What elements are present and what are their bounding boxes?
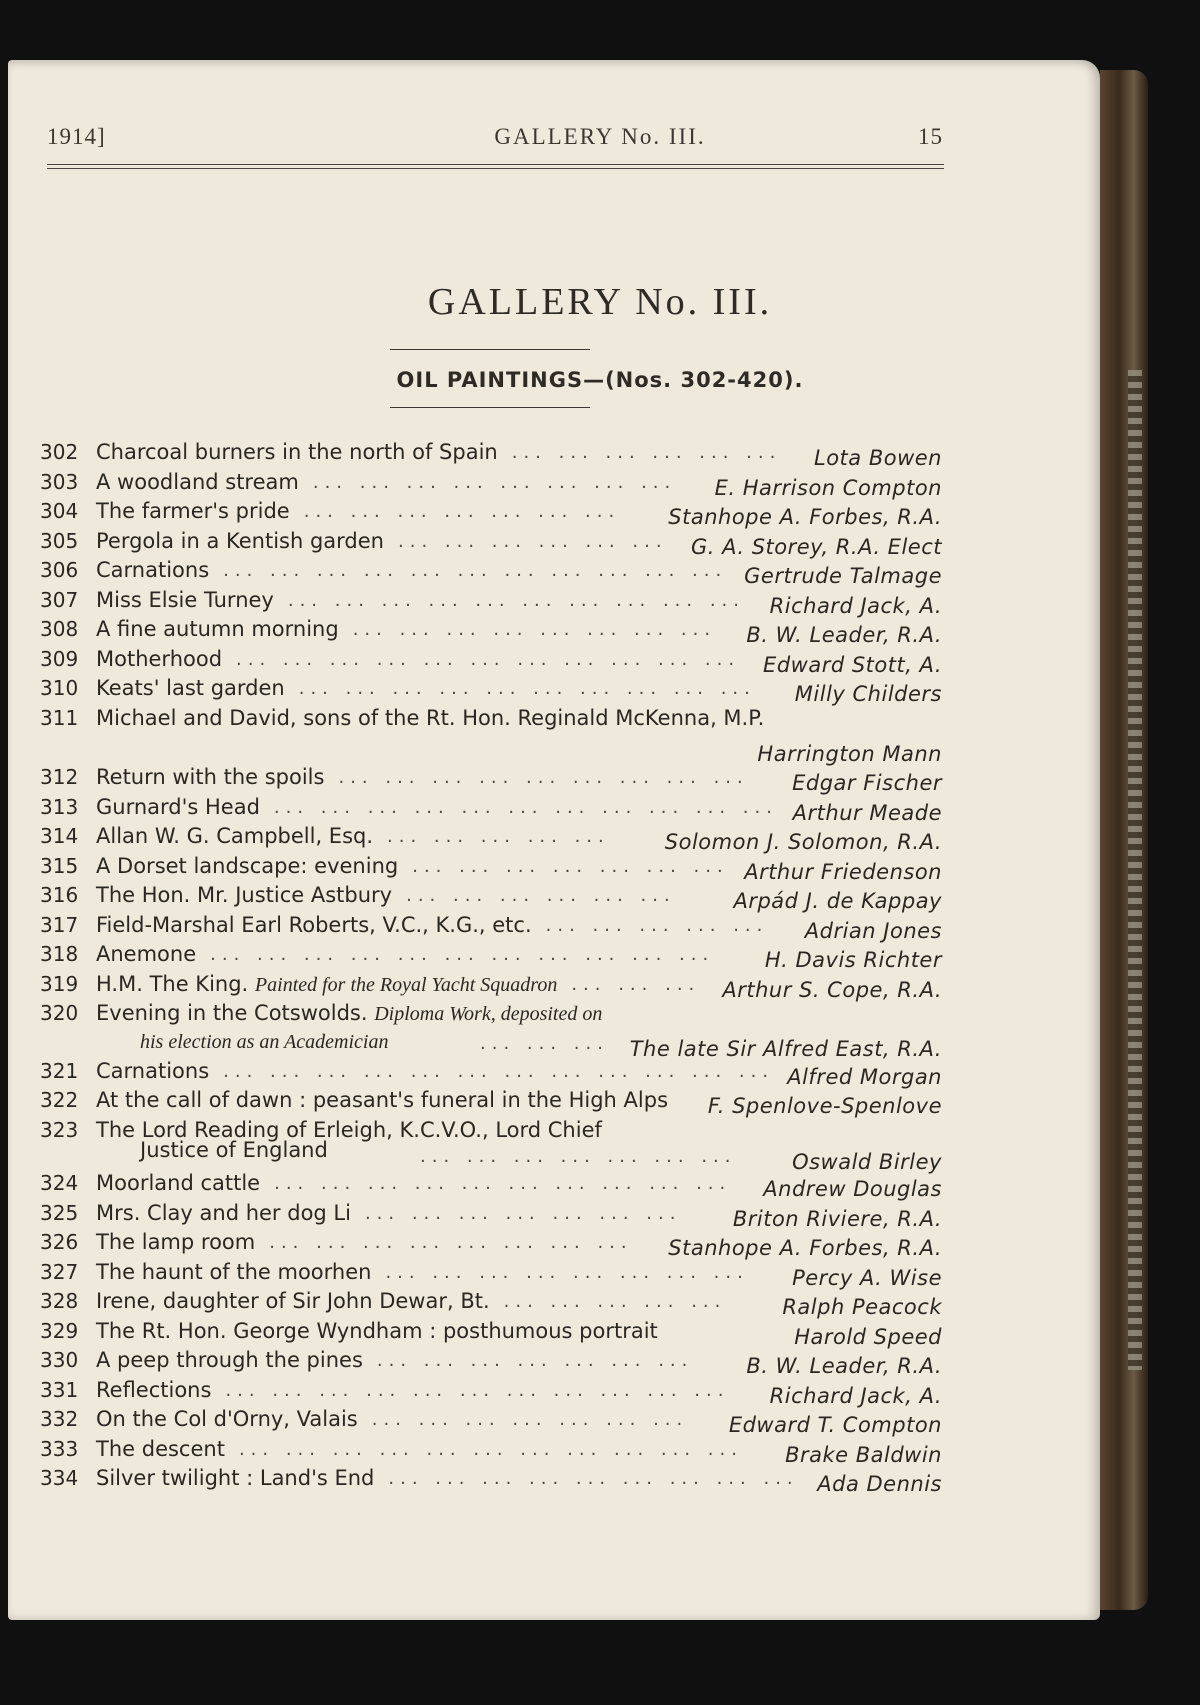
painting-title: Field-Marshal Earl Roberts, V.C., K.G., etc. <box>96 912 532 937</box>
artist-name: E. Harrison Compton <box>714 475 942 500</box>
artist-name: Stanhope A. Forbes, R.A. <box>668 505 942 529</box>
painting-note: Diploma Work, deposited on <box>374 1003 603 1025</box>
artist-name: Milly Childers <box>794 682 942 706</box>
catalogue-number: 312 <box>40 765 79 789</box>
painting-title: Gurnard's Head <box>96 794 260 819</box>
leader-dots: ... ... ... ... ... ... ... ... ... <box>388 1468 799 1489</box>
artist-name: Edward Stott, A. <box>763 652 942 677</box>
painting-title: Return with the spoils <box>96 765 325 789</box>
artist-name: Ada Dennis <box>817 1472 942 1496</box>
list-item <box>0 854 1200 884</box>
painting-title: Keats' last garden <box>96 676 285 700</box>
catalogue-number: 310 <box>40 676 79 700</box>
painting-title: Reflections <box>96 1377 212 1402</box>
list-item <box>0 913 1200 943</box>
page-number: 15 <box>918 124 943 149</box>
list-item <box>0 499 1200 529</box>
artist-name: Stanhope A. Forbes, R.A. <box>668 1236 942 1260</box>
artist-name: B. W. Leader, R.A. <box>746 623 942 647</box>
artist-name: Brake Baldwin <box>785 1442 942 1467</box>
leader-dots: ... ... ... ... ... <box>503 1291 727 1312</box>
list-item <box>0 647 1200 677</box>
artist-name: Richard Jack, A. <box>769 593 942 618</box>
leader-dots: ... ... ... ... ... ... ... <box>420 1145 737 1167</box>
list-item <box>0 765 1200 795</box>
leader-dots: ... ... ... ... ... ... ... ... ... ... ... <box>273 796 778 818</box>
catalogue-number: 329 <box>40 1318 79 1343</box>
leader-dots: ... ... ... ... ... ... ... ... ... <box>338 767 749 788</box>
list-item <box>0 1001 1200 1061</box>
catalogue-number: 325 <box>40 1200 79 1225</box>
list-item <box>0 676 1200 706</box>
painting-title: Mrs. Clay and her dog Li <box>96 1200 351 1225</box>
list-item <box>0 1117 1200 1174</box>
artist-name: Arthur Meade <box>792 800 942 825</box>
list-item <box>0 972 1200 1002</box>
catalogue-number: 319 <box>40 971 79 996</box>
artist-name: Ralph Peacock <box>782 1295 942 1319</box>
painting-title: A fine autumn morning <box>96 617 339 641</box>
leader-dots: ... ... ... ... ... <box>545 914 769 936</box>
artist-name: Solomon J. Solomon, R.A. <box>664 830 942 854</box>
running-head <box>0 124 1200 154</box>
leader-dots: ... ... ... <box>480 1033 609 1054</box>
catalogue-number: 306 <box>40 558 79 582</box>
list-item <box>0 883 1200 913</box>
catalogue-number: 332 <box>40 1407 79 1431</box>
leader-dots: ... ... ... ... ... ... ... ... <box>385 1261 749 1283</box>
artist-name: Briton Riviere, R.A. <box>732 1206 942 1231</box>
list-item <box>0 824 1200 854</box>
artist-name: H. Davis Richter <box>764 948 942 972</box>
painting-title: The lamp room <box>96 1230 256 1254</box>
leader-dots: ... ... ... ... ... ... ... <box>376 1350 694 1371</box>
painting-title: Michael and David, sons of the Rt. Hon. Reginald McKenna, M.P. <box>96 705 765 730</box>
painting-title: Moorland cattle <box>96 1171 261 1195</box>
painting-title: The Hon. Mr. Justice Astbury <box>96 883 393 907</box>
artist-name: Harrington Mann <box>757 741 942 766</box>
leader-dots: ... ... ... ... ... ... ... ... ... ... <box>287 589 746 611</box>
page-title: GALLERY No. III. <box>427 281 773 323</box>
leader-dots: ... ... ... ... ... ... ... ... ... ... ... <box>223 560 728 581</box>
catalogue-number: 326 <box>40 1230 79 1254</box>
catalogue-number: 331 <box>40 1377 79 1402</box>
painting-title: Motherhood <box>96 646 223 671</box>
list-item <box>0 1289 1200 1319</box>
artist-name: Gertrude Talmage <box>744 564 942 588</box>
catalogue-number: 327 <box>40 1259 79 1284</box>
list-item <box>0 470 1200 500</box>
artist-name: Harold Speed <box>794 1324 942 1349</box>
catalogue-number: 305 <box>40 528 79 553</box>
list-item <box>0 617 1200 647</box>
catalogue-number: 307 <box>40 587 79 612</box>
list-item <box>0 1319 1200 1349</box>
header-rule <box>47 164 944 169</box>
subtitle-rule <box>390 407 590 408</box>
list-item <box>0 558 1200 588</box>
artist-name: F. Spenlove-Spenlove <box>707 1094 942 1118</box>
painting-title: Carnations <box>96 1058 210 1083</box>
list-item <box>0 1407 1200 1437</box>
painting-title: Carnations <box>96 558 210 582</box>
catalogue-number: 313 <box>40 794 79 819</box>
list-item <box>0 529 1200 559</box>
catalogue-number: 309 <box>40 646 79 671</box>
artist-name: Oswald Birley <box>792 1149 942 1174</box>
painting-title: At the call of dawn : peasant's funeral in the High Alps <box>96 1088 669 1112</box>
list-item <box>0 1059 1200 1089</box>
painting-title: A peep through the pines <box>96 1348 363 1372</box>
leader-dots: ... ... ... ... ... ... ... ... ... ... ... ... <box>223 1060 775 1082</box>
painting-title: Anemone <box>96 942 197 966</box>
leader-dots: ... ... ... ... ... ... ... <box>412 855 729 877</box>
painting-title: Silver twilight : Land's End <box>96 1466 375 1490</box>
running-head-year: 1914] <box>47 124 106 149</box>
artist-name: Arpád J. de Kappay <box>733 889 942 913</box>
catalogue-number: 316 <box>40 883 79 907</box>
leader-dots: ... ... ... ... ... ... ... <box>364 1202 682 1224</box>
catalogue-number: 311 <box>40 705 79 730</box>
list-item <box>0 588 1200 618</box>
leader-dots: ... ... ... ... ... ... <box>406 885 676 906</box>
catalogue-number: 334 <box>40 1466 79 1490</box>
artist-name: Edgar Fischer <box>792 771 942 795</box>
catalogue-number: 320 <box>40 1001 79 1025</box>
catalogue-number: 302 <box>40 440 79 464</box>
catalogue-number: 324 <box>40 1171 79 1195</box>
list-item <box>0 705 1200 766</box>
painting-title: The descent <box>96 1436 225 1461</box>
leader-dots: ... ... ... ... ... ... <box>398 530 668 552</box>
leader-dots: ... ... ... ... ... ... ... ... ... ... ... <box>210 944 715 965</box>
list-item <box>0 1466 1200 1496</box>
list-item <box>0 942 1200 972</box>
catalogue-number: 308 <box>40 617 79 641</box>
catalogue-number: 321 <box>40 1058 79 1083</box>
catalogue-number: 303 <box>40 469 79 494</box>
catalogue-number: 314 <box>40 824 79 848</box>
leader-dots: ... ... ... ... ... ... ... <box>371 1409 689 1430</box>
catalogue-number: 304 <box>40 499 79 523</box>
painting-title: The farmer's pride <box>96 499 290 523</box>
artist-name: Adrian Jones <box>804 918 942 943</box>
leader-dots: ... ... ... ... ... ... ... ... ... ... <box>274 1173 732 1194</box>
artist-name: Lota Bowen <box>814 446 942 470</box>
list-item <box>0 795 1200 825</box>
leader-dots: ... ... ... ... ... ... ... ... <box>312 471 677 493</box>
painting-title: Charcoal burners in the north of Spain <box>96 440 498 464</box>
catalogue-number: 322 <box>40 1088 79 1112</box>
list-item <box>0 1348 1200 1378</box>
artist-name: The late Sir Alfred East, R.A. <box>629 1037 942 1061</box>
catalogue-number: 330 <box>40 1348 79 1372</box>
painting-title: On the Col d'Orny, Valais <box>96 1407 358 1431</box>
painting-title: Irene, daughter of Sir John Dewar, Bt. <box>96 1289 490 1313</box>
painting-title: Miss Elsie Turney <box>96 587 274 612</box>
list-item <box>0 1088 1200 1118</box>
leader-dots: ... ... ... ... ... ... ... ... ... ... ... <box>225 1379 730 1401</box>
leader-dots: ... ... ... ... ... ... <box>511 442 782 463</box>
painting-title: Evening in the Cotswolds. Diploma Work, deposited on <box>96 1001 603 1025</box>
catalogue-number: 318 <box>40 942 79 966</box>
leader-dots: ... ... ... ... ... ... ... ... <box>269 1232 633 1253</box>
painting-title: The Lord Reading of Erleigh, K.C.V.O., Lord Chief <box>96 1117 602 1142</box>
list-item <box>0 1171 1200 1201</box>
section-subtitle: OIL PAINTINGS—(Nos. 302-420). <box>396 368 804 392</box>
artist-name: B. W. Leader, R.A. <box>746 1354 942 1378</box>
artist-name: Arthur S. Cope, R.A. <box>722 977 942 1002</box>
catalogue-number: 317 <box>40 912 79 937</box>
artist-name: Percy A. Wise <box>792 1265 942 1290</box>
catalogue-number: 333 <box>40 1436 79 1461</box>
list-item <box>0 1201 1200 1231</box>
leader-dots: ... ... ... ... ... ... ... <box>303 501 621 522</box>
running-head-title: GALLERY No. III. <box>494 124 706 149</box>
painting-title-continued: Justice of England <box>140 1137 328 1162</box>
catalogue-number: 323 <box>40 1117 79 1142</box>
painting-title: A woodland stream <box>96 469 299 494</box>
artist-name: Alfred Morgan <box>787 1064 942 1089</box>
painting-note: Painted for the Royal Yacht Squadron <box>254 973 558 996</box>
list-item <box>0 1260 1200 1290</box>
painting-title: H.M. The King. Painted for the Royal Yacht Squadron <box>96 971 558 996</box>
painting-note-continued: his election as an Academician <box>140 1031 389 1053</box>
artist-name: Edward T. Compton <box>728 1413 942 1437</box>
painting-title: The haunt of the moorhen <box>96 1259 372 1284</box>
painting-title: A Dorset landscape: evening <box>96 853 399 878</box>
artist-name: G. A. Storey, R.A. Elect <box>690 534 942 559</box>
artist-name: Richard Jack, A. <box>769 1383 942 1408</box>
artist-name: Arthur Friedenson <box>744 859 942 884</box>
leader-dots: ... ... ... ... ... ... ... ... ... ... ... <box>238 1438 743 1460</box>
leader-dots: ... ... ... <box>571 973 701 995</box>
painting-title: Pergola in a Kentish garden <box>96 528 384 553</box>
leader-dots: ... ... ... ... ... <box>387 826 610 847</box>
catalogue-number: 328 <box>40 1289 79 1313</box>
list-item <box>0 1437 1200 1467</box>
leader-dots: ... ... ... ... ... ... ... ... ... ... <box>298 678 756 699</box>
painting-title: The Rt. Hon. George Wyndham : posthumous portrait <box>96 1318 658 1343</box>
title-rule <box>390 349 590 350</box>
list-item <box>0 1378 1200 1408</box>
list-item <box>0 440 1200 470</box>
leader-dots: ... ... ... ... ... ... ... ... ... ... ... <box>236 648 741 670</box>
painting-title: Allan W. G. Campbell, Esq. <box>96 824 374 848</box>
list-item <box>0 1230 1200 1260</box>
catalogue-number: 315 <box>40 853 79 878</box>
artist-name: Andrew Douglas <box>763 1177 942 1201</box>
leader-dots: ... ... ... ... ... ... ... ... <box>352 619 717 640</box>
